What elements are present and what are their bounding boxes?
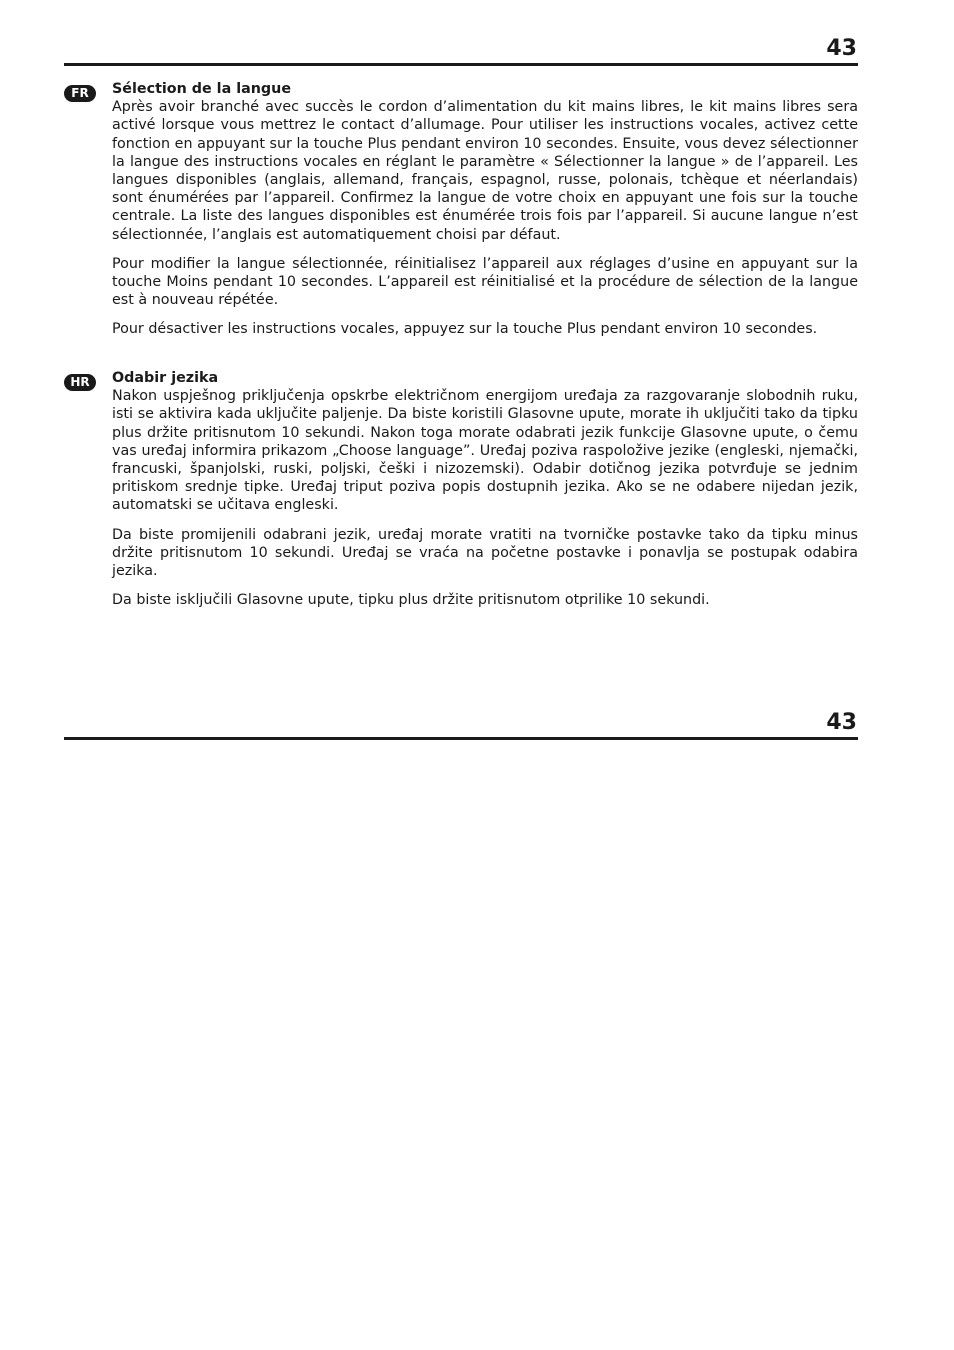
page-number-bottom: 43 (826, 710, 857, 735)
language-badge-hr: HR (64, 374, 96, 391)
section-title-fr: Sélection de la langue (112, 81, 292, 97)
section-title-hr: Odabir jezika (112, 370, 219, 386)
paragraph-hr-3: Da biste isključili Glasovne upute, tipku plus držite pritisnutom otprilike 10 sekundi. (112, 592, 710, 609)
section-content-hr (112, 369, 858, 609)
paragraph-fr-2: Pour modifier la langue sélectionnée, réinitialisez l’appareil aux réglages d’usine en appuyant sur la touche Moins pendant 10 secondes. L’appareil est réinitialisé et la procédure de sélection de la langue est à nouveau répétée. (112, 255, 858, 309)
paragraph-fr-3: Pour désactiver les instructions vocales, appuyez sur la touche Plus pendant environ 10 secondes. (112, 321, 818, 338)
paragraph-hr-1: Nakon uspješnog priključenja opskrbe električnom energijom uređaja za razgovaranje slobodnih ruku, isti se aktivira kada uključite paljenje. Da biste koristili Glasovne upute, morate ih uključiti tako da tipku plus držite pritisnutom 10 sekundi. Nakon toga morate odabrati jezik funkcije Glasovne upute, o čemu vas uređaj informira prikazom „Choose language”. Uređaj poziva raspoložive jezike (engleski, njemački, francuski, španjolski, ruski, poljski, češki i nizozemski). Odabir dotičnog jezika potvrđuje se jednim pritiskom srednje tipke. Uređaj triput poziva popis dostupnih jezika. Ako se ne odabere nijedan jezik, automatski se učitava engleski. (112, 388, 858, 514)
language-badge-fr: FR (64, 85, 96, 102)
page-number-top: 43 (826, 36, 857, 61)
header-rule (64, 63, 858, 66)
section-fr (64, 80, 858, 339)
section-content-fr (112, 80, 858, 339)
paragraph-fr-1: Après avoir branché avec succès le cordon d’alimentation du kit mains libres, le kit mains libres sera activé lorsque vous mettrez le contact d’allumage. Pour utiliser les instructions vocales, activez cette fonction en appuyant sur la touche Plus pendant environ 10 secondes. Ensuite, vous devez sélectionner la langue des instructions vocales en réglant le paramètre « Sélectionner la langue » de l’appareil. Les langues disponibles (anglais, allemand, français, espagnol, russe, polonais, tchèque et néerlandais) sont énumérées par l’appareil. Confirmez la langue de votre choix en appuyant une fois sur la touche centrale. La liste des langues disponibles est énumérée trois fois par l’appareil. Si aucune langue n’est sélectionnée, l’anglais est automatiquement choisi par défaut. (112, 99, 858, 243)
section-hr (64, 369, 858, 609)
paragraph-hr-2: Da biste promijenili odabrani jezik, uređaj morate vratiti na tvorničke postavke tako da tipku minus držite pritisnutom 10 sekundi. Uređaj se vraća na početne postavke i ponavlja se postupak odabira jezika. (112, 526, 858, 580)
footer-rule (64, 737, 858, 740)
